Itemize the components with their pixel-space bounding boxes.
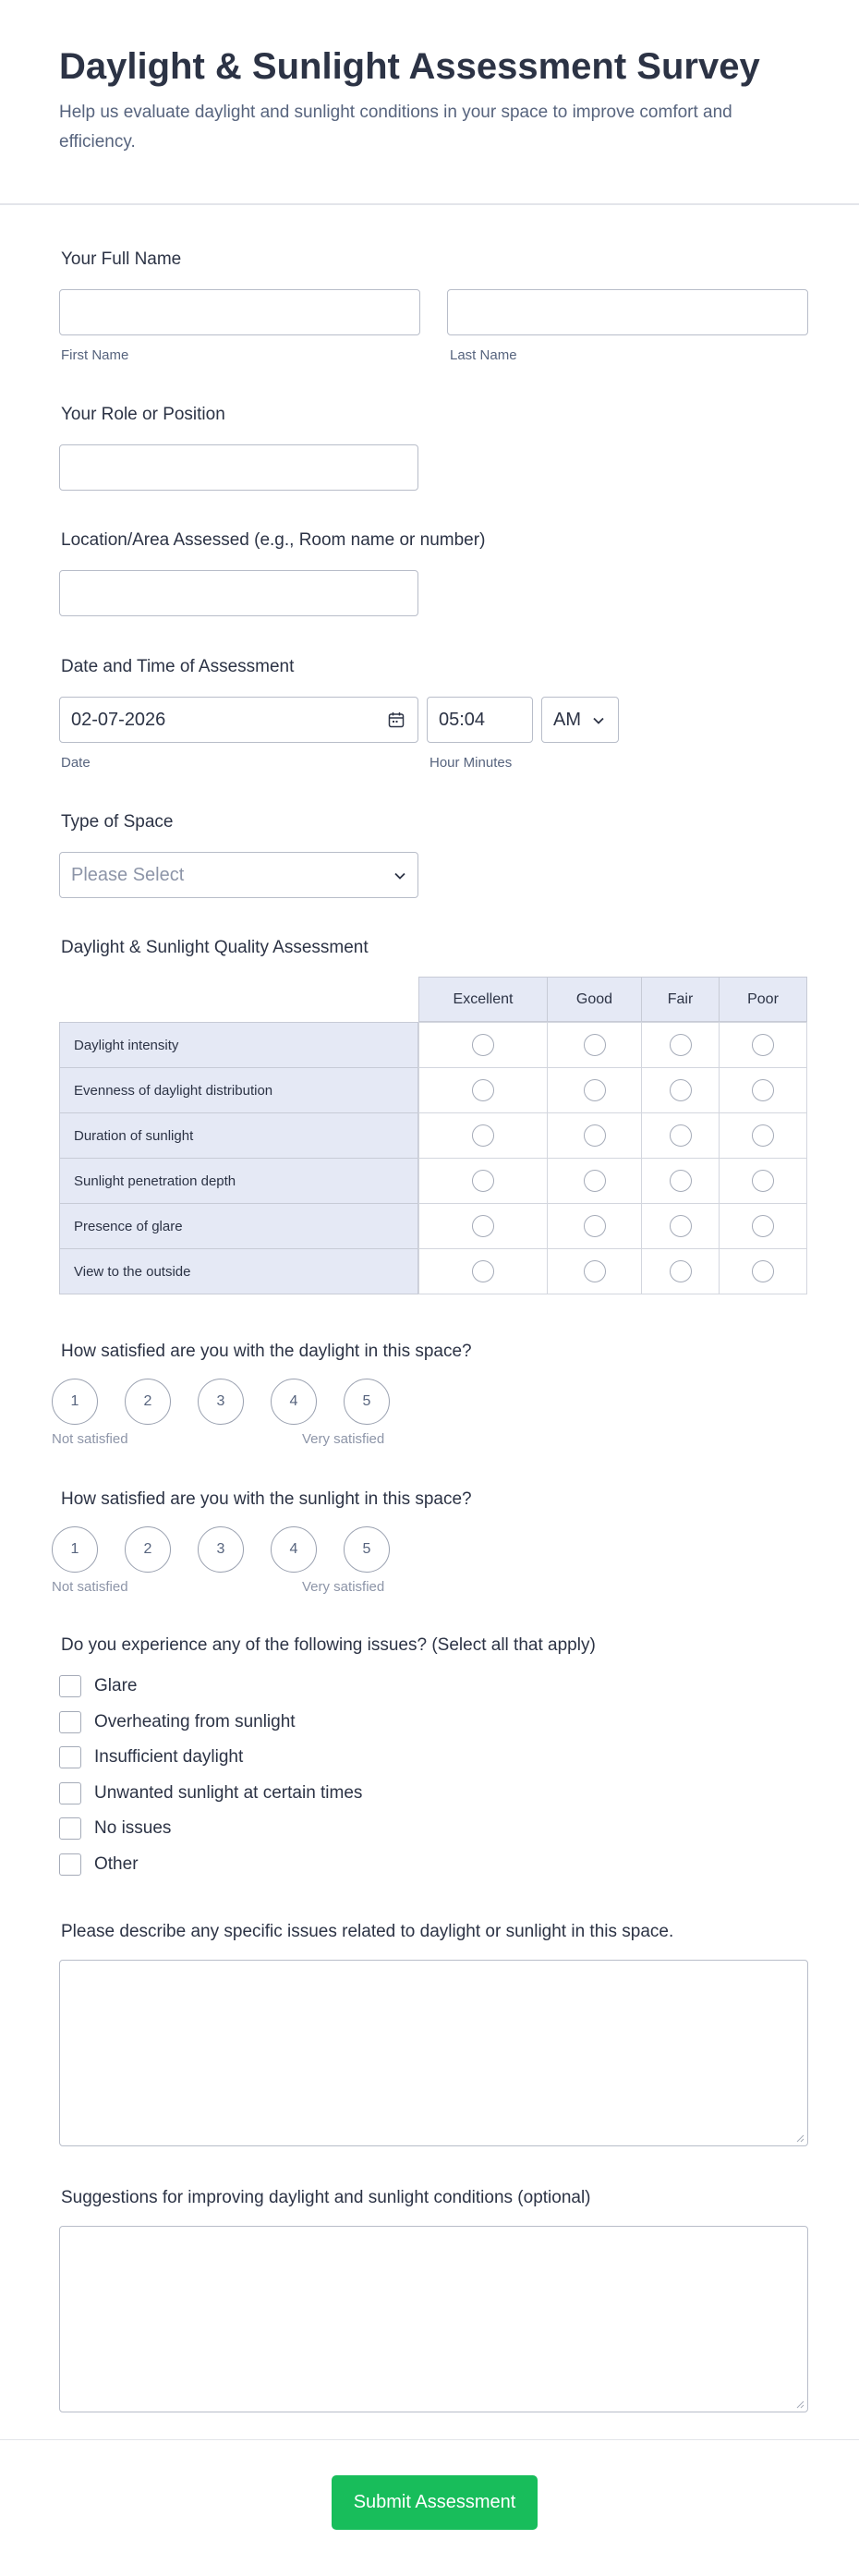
suggestions-textarea[interactable] — [59, 2226, 808, 2412]
matrix-cell — [719, 1112, 807, 1159]
matrix-cell — [641, 1112, 720, 1159]
matrix-cell — [547, 1067, 642, 1113]
matrix-label: Daylight & Sunlight Quality Assessment — [61, 938, 369, 957]
matrix-cell — [547, 1022, 642, 1068]
matrix-cell — [641, 1158, 720, 1204]
checkbox[interactable] — [59, 1746, 81, 1768]
form-header — [0, 0, 859, 205]
matrix-radio[interactable] — [584, 1260, 606, 1282]
checkbox[interactable] — [59, 1711, 81, 1733]
matrix-radio[interactable] — [584, 1170, 606, 1192]
daylight-max-caption: Very satisfied — [302, 1431, 385, 1447]
chevron-down-icon — [393, 869, 406, 882]
daylight-scale-1[interactable]: 1 — [52, 1379, 98, 1425]
matrix-cell — [418, 1203, 548, 1249]
issue-option-none[interactable] — [59, 1817, 171, 1841]
matrix-radio[interactable] — [670, 1260, 692, 1282]
issue-option-label: Unwanted sunlight at certain times — [94, 1783, 363, 1803]
matrix-radio[interactable] — [670, 1124, 692, 1147]
issue-option-label: Overheating from sunlight — [94, 1712, 296, 1732]
daylight-scale-5[interactable]: 5 — [344, 1379, 390, 1425]
issue-option-label: Glare — [94, 1676, 138, 1695]
matrix-radio[interactable] — [752, 1260, 774, 1282]
full-name-label: Your Full Name — [61, 249, 182, 269]
matrix-cell — [418, 1067, 548, 1113]
issue-option-glare[interactable] — [59, 1674, 137, 1698]
time-input[interactable]: 05:04 — [427, 697, 533, 743]
sunlight-scale-4[interactable]: 4 — [271, 1526, 317, 1573]
matrix-cell — [547, 1112, 642, 1159]
location-input[interactable] — [59, 570, 418, 616]
matrix-radio[interactable] — [472, 1260, 494, 1282]
matrix-row-label: Evenness of daylight distribution — [59, 1067, 418, 1113]
matrix-col-excellent: Excellent — [418, 977, 548, 1022]
matrix-cell — [418, 1022, 548, 1068]
matrix-radio[interactable] — [472, 1079, 494, 1101]
matrix-cell — [547, 1158, 642, 1204]
matrix-row-label: Presence of glare — [59, 1203, 418, 1249]
describe-label: Please describe any specific issues related to daylight or sunlight in this space. — [61, 1922, 674, 1941]
time-sublabel: Hour Minutes — [430, 755, 513, 771]
matrix-cell — [719, 1248, 807, 1294]
date-value: 02-07-2026 — [71, 709, 166, 730]
matrix-row-label: Sunlight penetration depth — [59, 1158, 418, 1204]
matrix-cell — [641, 1203, 720, 1249]
matrix-cell — [719, 1158, 807, 1204]
issue-option-label: Insufficient daylight — [94, 1747, 244, 1767]
issue-option-other[interactable] — [59, 1853, 139, 1877]
matrix-radio[interactable] — [584, 1215, 606, 1237]
datetime-label: Date and Time of Assessment — [61, 657, 295, 676]
matrix-col-fair: Fair — [641, 977, 720, 1022]
date-input[interactable] — [59, 697, 418, 743]
suggestions-label: Suggestions for improving daylight and sunlight conditions (optional) — [61, 2188, 591, 2207]
ampm-select[interactable] — [541, 697, 619, 743]
matrix-cell — [547, 1203, 642, 1249]
checkbox[interactable] — [59, 1782, 81, 1804]
matrix-cell — [418, 1158, 548, 1204]
daylight-scale-4[interactable]: 4 — [271, 1379, 317, 1425]
matrix-radio[interactable] — [752, 1215, 774, 1237]
first-name-input[interactable] — [59, 289, 420, 335]
matrix-radio[interactable] — [670, 1215, 692, 1237]
matrix-cell — [641, 1248, 720, 1294]
matrix-cell — [719, 1022, 807, 1068]
matrix-cell — [547, 1248, 642, 1294]
date-sublabel: Date — [61, 755, 91, 771]
issue-option-insufficient[interactable] — [59, 1745, 243, 1769]
matrix-radio[interactable] — [584, 1034, 606, 1056]
matrix-row-label: Duration of sunlight — [59, 1112, 418, 1159]
issues-label: Do you experience any of the following issues? (Select all that apply) — [61, 1635, 596, 1655]
matrix-col-good: Good — [547, 977, 642, 1022]
matrix-radio[interactable] — [670, 1170, 692, 1192]
role-label: Your Role or Position — [61, 405, 225, 424]
last-name-input[interactable] — [447, 289, 808, 335]
matrix-row-label: Daylight intensity — [59, 1022, 418, 1068]
sunlight-scale-1[interactable]: 1 — [52, 1526, 98, 1573]
issue-option-label: No issues — [94, 1818, 172, 1838]
matrix-radio[interactable] — [472, 1215, 494, 1237]
first-name-sublabel: First Name — [61, 347, 129, 363]
resize-handle-icon[interactable] — [795, 2400, 805, 2409]
page-title: Daylight & Sunlight Assessment Survey — [59, 46, 760, 87]
matrix-radio[interactable] — [584, 1124, 606, 1147]
issue-option-overheating[interactable] — [59, 1710, 296, 1734]
resize-handle-icon[interactable] — [795, 2133, 805, 2143]
space-type-select[interactable] — [59, 852, 418, 898]
quality-matrix — [59, 977, 807, 1298]
matrix-row-label: View to the outside — [59, 1248, 418, 1294]
matrix-col-poor: Poor — [719, 977, 807, 1022]
role-input[interactable] — [59, 444, 418, 491]
sunlight-scale-3[interactable]: 3 — [198, 1526, 244, 1573]
checkbox[interactable] — [59, 1675, 81, 1697]
matrix-radio[interactable] — [752, 1034, 774, 1056]
location-label: Location/Area Assessed (e.g., Room name or number) — [61, 530, 486, 550]
matrix-cell — [418, 1248, 548, 1294]
daylight-satisfaction-label: How satisfied are you with the daylight in this space? — [61, 1342, 472, 1361]
last-name-sublabel: Last Name — [450, 347, 517, 363]
matrix-cell — [719, 1203, 807, 1249]
issue-option-unwanted[interactable] — [59, 1781, 362, 1805]
space-type-label: Type of Space — [61, 812, 174, 832]
matrix-radio[interactable] — [752, 1079, 774, 1101]
matrix-cell — [641, 1067, 720, 1113]
space-type-placeholder: Please Select — [71, 864, 185, 885]
matrix-radio[interactable] — [472, 1124, 494, 1147]
ampm-value: AM — [553, 709, 581, 730]
daylight-scale-3[interactable]: 3 — [198, 1379, 244, 1425]
issue-option-label: Other — [94, 1854, 139, 1874]
calendar-icon[interactable] — [388, 711, 405, 728]
matrix-cell — [641, 1022, 720, 1068]
sunlight-min-caption: Not satisfied — [52, 1579, 128, 1595]
matrix-radio[interactable] — [472, 1034, 494, 1056]
matrix-radio[interactable] — [584, 1079, 606, 1101]
matrix-radio[interactable] — [472, 1170, 494, 1192]
describe-textarea[interactable] — [59, 1960, 808, 2146]
sunlight-satisfaction-label: How satisfied are you with the sunlight in this space? — [61, 1489, 472, 1509]
matrix-cell — [719, 1067, 807, 1113]
matrix-radio[interactable] — [670, 1079, 692, 1101]
sunlight-scale-2[interactable]: 2 — [125, 1526, 171, 1573]
sunlight-max-caption: Very satisfied — [302, 1579, 385, 1595]
submit-button[interactable]: Submit Assessment — [332, 2475, 538, 2530]
chevron-down-icon — [592, 714, 605, 727]
checkbox[interactable] — [59, 1853, 81, 1876]
daylight-scale-2[interactable]: 2 — [125, 1379, 171, 1425]
matrix-radio[interactable] — [670, 1034, 692, 1056]
matrix-cell — [418, 1112, 548, 1159]
matrix-radio[interactable] — [752, 1124, 774, 1147]
daylight-min-caption: Not satisfied — [52, 1431, 128, 1447]
sunlight-scale-5[interactable]: 5 — [344, 1526, 390, 1573]
matrix-radio[interactable] — [752, 1170, 774, 1192]
checkbox[interactable] — [59, 1817, 81, 1840]
page-subtitle: Help us evaluate daylight and sunlight conditions in your space to improve comfort and efficiency. — [59, 103, 732, 152]
